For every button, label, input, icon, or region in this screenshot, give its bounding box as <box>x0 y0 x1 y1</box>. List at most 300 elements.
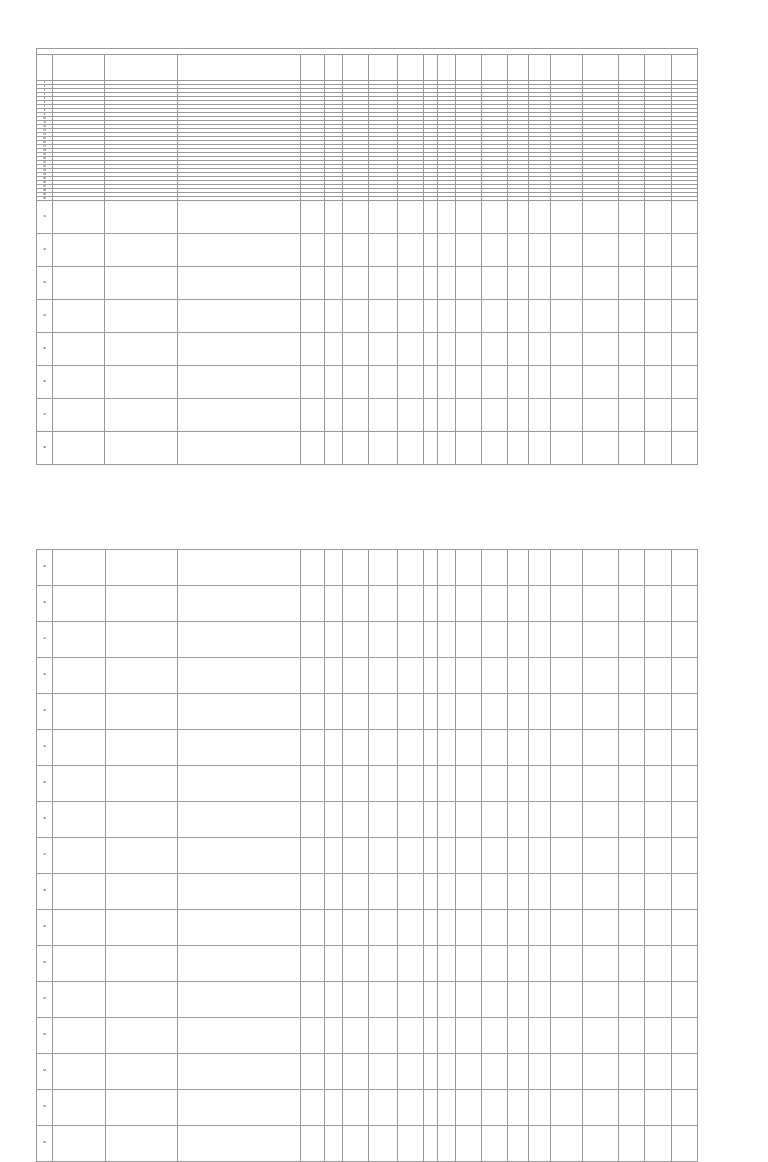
table-cell <box>619 300 645 333</box>
table-cell <box>482 766 508 802</box>
column-header <box>508 55 528 81</box>
table-cell <box>645 802 671 838</box>
column-header <box>53 55 105 81</box>
table-cell <box>437 730 455 766</box>
table-cell <box>582 366 618 399</box>
table-cell <box>508 874 528 910</box>
table-cell <box>325 234 343 267</box>
table-cell <box>455 366 481 399</box>
table-cell <box>671 694 697 730</box>
table-cell <box>582 1054 618 1090</box>
row-number: 51 <box>37 982 53 1018</box>
table-cell <box>528 694 550 730</box>
table-cell <box>671 201 697 234</box>
table-cell <box>456 1090 482 1126</box>
table-row <box>37 658 698 694</box>
table-cell <box>369 658 397 694</box>
table-cell <box>482 586 508 622</box>
table-cell <box>437 658 455 694</box>
table-cell <box>105 432 178 465</box>
row-number: 9 <box>37 113 53 117</box>
table-cell <box>508 300 528 333</box>
table-cell <box>300 946 324 982</box>
table-cell <box>53 874 105 910</box>
row-number: 1 <box>37 81 53 85</box>
table-cell <box>550 802 582 838</box>
row-number: 16 <box>37 141 53 145</box>
table-cell <box>482 910 508 946</box>
row-number: 26 <box>37 181 53 185</box>
table-cell <box>582 432 618 465</box>
table-cell <box>528 946 550 982</box>
table-cell <box>482 658 508 694</box>
table-row <box>37 1090 698 1126</box>
table-row <box>37 946 698 982</box>
table-cell <box>397 838 423 874</box>
table-cell <box>508 1018 528 1054</box>
table-cell <box>325 802 343 838</box>
table-cell <box>619 586 645 622</box>
table-cell <box>343 910 369 946</box>
table-row <box>37 802 698 838</box>
table-cell <box>53 1018 105 1054</box>
table-cell <box>105 586 178 622</box>
table-cell <box>619 333 645 366</box>
table-cell <box>619 838 645 874</box>
table-cell <box>582 1126 618 1162</box>
table-cell <box>423 622 437 658</box>
table-cell <box>178 622 301 658</box>
table-cell <box>437 982 455 1018</box>
table-cell <box>645 766 671 802</box>
table-cell <box>343 982 369 1018</box>
table-cell <box>178 550 301 586</box>
table-cell <box>528 910 550 946</box>
table-cell <box>343 622 369 658</box>
table-cell <box>53 622 105 658</box>
table-cell <box>53 586 105 622</box>
table-cell <box>619 802 645 838</box>
table-cell <box>105 366 178 399</box>
table-cell <box>619 234 645 267</box>
table-cell <box>437 550 455 586</box>
table-cell <box>178 658 301 694</box>
table-cell <box>550 1090 582 1126</box>
table-cell <box>645 234 671 267</box>
table-cell <box>369 399 397 432</box>
table-cell <box>482 333 508 366</box>
table-cell <box>105 1018 178 1054</box>
table-cell <box>671 366 697 399</box>
header-row <box>37 55 698 81</box>
table-cell <box>619 432 645 465</box>
table-cell <box>508 432 528 465</box>
table-cell <box>423 910 437 946</box>
row-number: 45 <box>37 766 53 802</box>
table-cell <box>645 432 671 465</box>
table-row <box>37 694 698 730</box>
table-cell <box>343 658 369 694</box>
column-header <box>482 55 508 81</box>
column-header <box>528 55 550 81</box>
table-cell <box>645 658 671 694</box>
column-header <box>178 55 301 81</box>
table-cell <box>53 1090 105 1126</box>
table-cell <box>105 1090 178 1126</box>
table-cell <box>550 1018 582 1054</box>
table-cell <box>53 658 105 694</box>
table-cell <box>619 1090 645 1126</box>
table-cell <box>437 586 455 622</box>
table-cell <box>528 586 550 622</box>
table-cell <box>53 838 105 874</box>
table-cell <box>437 366 455 399</box>
table-cell <box>343 874 369 910</box>
table-cell <box>105 910 178 946</box>
table-cell <box>178 1090 301 1126</box>
column-header <box>300 55 324 81</box>
table-cell <box>550 366 582 399</box>
table-cell <box>423 333 437 366</box>
table-cell <box>619 946 645 982</box>
table-cell <box>53 1054 105 1090</box>
column-header <box>325 55 343 81</box>
table-cell <box>105 300 178 333</box>
table-cell <box>582 300 618 333</box>
table-cell <box>343 432 369 465</box>
table-cell <box>671 1126 697 1162</box>
table-cell <box>423 432 437 465</box>
table-cell <box>178 300 301 333</box>
table-cell <box>325 333 343 366</box>
row-number: 17 <box>37 145 53 149</box>
table-cell <box>671 1090 697 1126</box>
table-cell <box>369 946 397 982</box>
table-cell <box>482 694 508 730</box>
column-header <box>369 55 397 81</box>
column-header <box>645 55 671 81</box>
table-cell <box>482 1126 508 1162</box>
table-cell <box>343 267 369 300</box>
table-cell <box>619 267 645 300</box>
row-number: 12 <box>37 125 53 129</box>
table-cell <box>550 910 582 946</box>
table-cell <box>455 201 481 234</box>
row-number: 31 <box>37 201 53 234</box>
table-cell <box>671 622 697 658</box>
table-cell <box>582 874 618 910</box>
table-cell <box>619 399 645 432</box>
table-cell <box>178 838 301 874</box>
table-cell <box>105 550 178 586</box>
table-cell <box>528 1018 550 1054</box>
table-cell <box>455 300 481 333</box>
table-cell <box>178 234 301 267</box>
table-cell <box>528 267 550 300</box>
table-cell <box>300 234 324 267</box>
table-cell <box>582 982 618 1018</box>
table-cell <box>343 766 369 802</box>
table-cell <box>300 300 324 333</box>
table-cell <box>300 622 324 658</box>
table-cell <box>325 982 343 1018</box>
table-cell <box>482 432 508 465</box>
table-cell <box>671 432 697 465</box>
table-cell <box>437 1090 455 1126</box>
table-cell <box>482 366 508 399</box>
row-number: 5 <box>37 97 53 101</box>
table-cell <box>423 946 437 982</box>
table-cell <box>619 910 645 946</box>
table-cell <box>105 694 178 730</box>
table-row <box>37 267 698 300</box>
table-cell <box>53 234 105 267</box>
table-cell <box>456 874 482 910</box>
table-cell <box>456 1054 482 1090</box>
table-cell <box>437 694 455 730</box>
table-cell <box>343 1054 369 1090</box>
table-row <box>37 234 698 267</box>
table-cell <box>482 267 508 300</box>
row-number: 11 <box>37 121 53 125</box>
table-cell <box>508 366 528 399</box>
table-cell <box>482 946 508 982</box>
table-cell <box>325 910 343 946</box>
table-cell <box>671 300 697 333</box>
table-cell <box>528 1126 550 1162</box>
row-number: 29 <box>37 193 53 197</box>
table-cell <box>582 399 618 432</box>
row-number: 41 <box>37 622 53 658</box>
table-cell <box>582 910 618 946</box>
table-row <box>37 333 698 366</box>
table-cell <box>300 874 324 910</box>
table-cell <box>582 586 618 622</box>
column-header <box>550 55 582 81</box>
table-cell <box>582 694 618 730</box>
table-cell <box>437 874 455 910</box>
table-row <box>37 622 698 658</box>
table-cell <box>550 730 582 766</box>
table-cell <box>582 730 618 766</box>
table-cell <box>369 201 397 234</box>
table-cell <box>105 946 178 982</box>
table-row <box>37 982 698 1018</box>
table-cell <box>369 586 397 622</box>
table-cell <box>105 982 178 1018</box>
table-cell <box>508 982 528 1018</box>
table-cell <box>482 982 508 1018</box>
table-row <box>37 586 698 622</box>
table-cell <box>369 874 397 910</box>
table-cell <box>508 550 528 586</box>
table-cell <box>178 766 301 802</box>
table-cell <box>325 946 343 982</box>
table-cell <box>423 1090 437 1126</box>
table-cell <box>528 399 550 432</box>
table-cell <box>550 333 582 366</box>
table-cell <box>369 910 397 946</box>
table-cell <box>437 766 455 802</box>
table-cell <box>437 838 455 874</box>
table-cell <box>645 586 671 622</box>
table-cell <box>437 622 455 658</box>
column-header <box>423 55 437 81</box>
table-cell <box>645 694 671 730</box>
table-cell <box>300 586 324 622</box>
table-cell <box>325 622 343 658</box>
table-cell <box>397 1090 423 1126</box>
table-cell <box>671 1054 697 1090</box>
table-cell <box>482 201 508 234</box>
table-cell <box>325 1126 343 1162</box>
table-cell <box>53 550 105 586</box>
table-cell <box>423 766 437 802</box>
table-cell <box>105 622 178 658</box>
table-cell <box>582 1018 618 1054</box>
table-cell <box>550 622 582 658</box>
row-number: 33 <box>37 267 53 300</box>
table-cell <box>300 432 324 465</box>
table-cell <box>105 874 178 910</box>
table-cell <box>508 838 528 874</box>
table-cell <box>528 300 550 333</box>
table-cell <box>178 874 301 910</box>
table-row <box>37 1018 698 1054</box>
table-cell <box>300 910 324 946</box>
table-cell <box>456 550 482 586</box>
table-cell <box>645 1126 671 1162</box>
row-number: 47 <box>37 838 53 874</box>
table-cell <box>582 766 618 802</box>
table-cell <box>105 399 178 432</box>
column-header <box>105 55 178 81</box>
table-cell <box>456 910 482 946</box>
table-cell <box>455 399 481 432</box>
table-cell <box>645 366 671 399</box>
table-cell <box>343 838 369 874</box>
table-cell <box>645 300 671 333</box>
table-cell <box>455 234 481 267</box>
table-cell <box>582 622 618 658</box>
table-cell <box>456 658 482 694</box>
table-cell <box>528 730 550 766</box>
row-number: 52 <box>37 1018 53 1054</box>
table-cell <box>343 550 369 586</box>
table-cell <box>482 1018 508 1054</box>
row-number: 36 <box>37 366 53 399</box>
table-cell <box>645 910 671 946</box>
table-row <box>37 1054 698 1090</box>
table-cell <box>343 333 369 366</box>
table-cell <box>53 910 105 946</box>
table-cell <box>550 234 582 267</box>
row-number: 23 <box>37 169 53 173</box>
table-cell <box>178 399 301 432</box>
table-cell <box>508 694 528 730</box>
table-cell <box>528 333 550 366</box>
table-cell <box>300 694 324 730</box>
table-cell <box>671 399 697 432</box>
table-cell <box>178 982 301 1018</box>
table-cell <box>456 838 482 874</box>
table-cell <box>645 550 671 586</box>
table-cell <box>423 658 437 694</box>
table-cell <box>528 234 550 267</box>
table-cell <box>178 1126 301 1162</box>
table-cell <box>582 658 618 694</box>
table-cell <box>423 730 437 766</box>
row-number: 19 <box>37 153 53 157</box>
table-cell <box>437 333 455 366</box>
table-cell <box>528 766 550 802</box>
table-cell <box>582 1090 618 1126</box>
column-header <box>671 55 697 81</box>
table-cell <box>325 730 343 766</box>
table-cell <box>645 267 671 300</box>
table-cell <box>645 333 671 366</box>
table-cell <box>482 550 508 586</box>
table-cell <box>456 1018 482 1054</box>
table-cell <box>528 366 550 399</box>
table-cell <box>619 201 645 234</box>
table-cell <box>300 838 324 874</box>
table-cell <box>300 399 324 432</box>
table-cell <box>53 366 105 399</box>
table-cell <box>671 874 697 910</box>
table-cell <box>482 234 508 267</box>
table-cell <box>482 300 508 333</box>
table-cell <box>423 802 437 838</box>
table-cell <box>456 622 482 658</box>
table-cell <box>508 234 528 267</box>
table-cell <box>437 399 455 432</box>
table-cell <box>508 910 528 946</box>
row-number: 42 <box>37 658 53 694</box>
table-cell <box>343 586 369 622</box>
table-cell <box>582 201 618 234</box>
row-number: 49 <box>37 910 53 946</box>
table-cell <box>550 550 582 586</box>
table-cell <box>645 838 671 874</box>
table-cell <box>508 201 528 234</box>
table-body-page-1 <box>37 49 698 465</box>
table-cell <box>300 267 324 300</box>
table-cell <box>423 267 437 300</box>
row-number: 24 <box>37 173 53 177</box>
table-cell <box>105 234 178 267</box>
applicants-table-page-2 <box>36 549 698 1162</box>
table-cell <box>645 946 671 982</box>
table-cell <box>397 802 423 838</box>
table-cell <box>423 694 437 730</box>
table-cell <box>582 333 618 366</box>
table-cell <box>105 802 178 838</box>
table-cell <box>619 1054 645 1090</box>
table-cell <box>437 1054 455 1090</box>
table-cell <box>300 1126 324 1162</box>
table-cell <box>528 432 550 465</box>
row-number: 7 <box>37 105 53 109</box>
table-cell <box>369 982 397 1018</box>
table-cell <box>550 201 582 234</box>
table-cell <box>397 730 423 766</box>
table-cell <box>437 300 455 333</box>
table-cell <box>300 802 324 838</box>
table-cell <box>397 874 423 910</box>
table-cell <box>645 730 671 766</box>
table-cell <box>437 946 455 982</box>
